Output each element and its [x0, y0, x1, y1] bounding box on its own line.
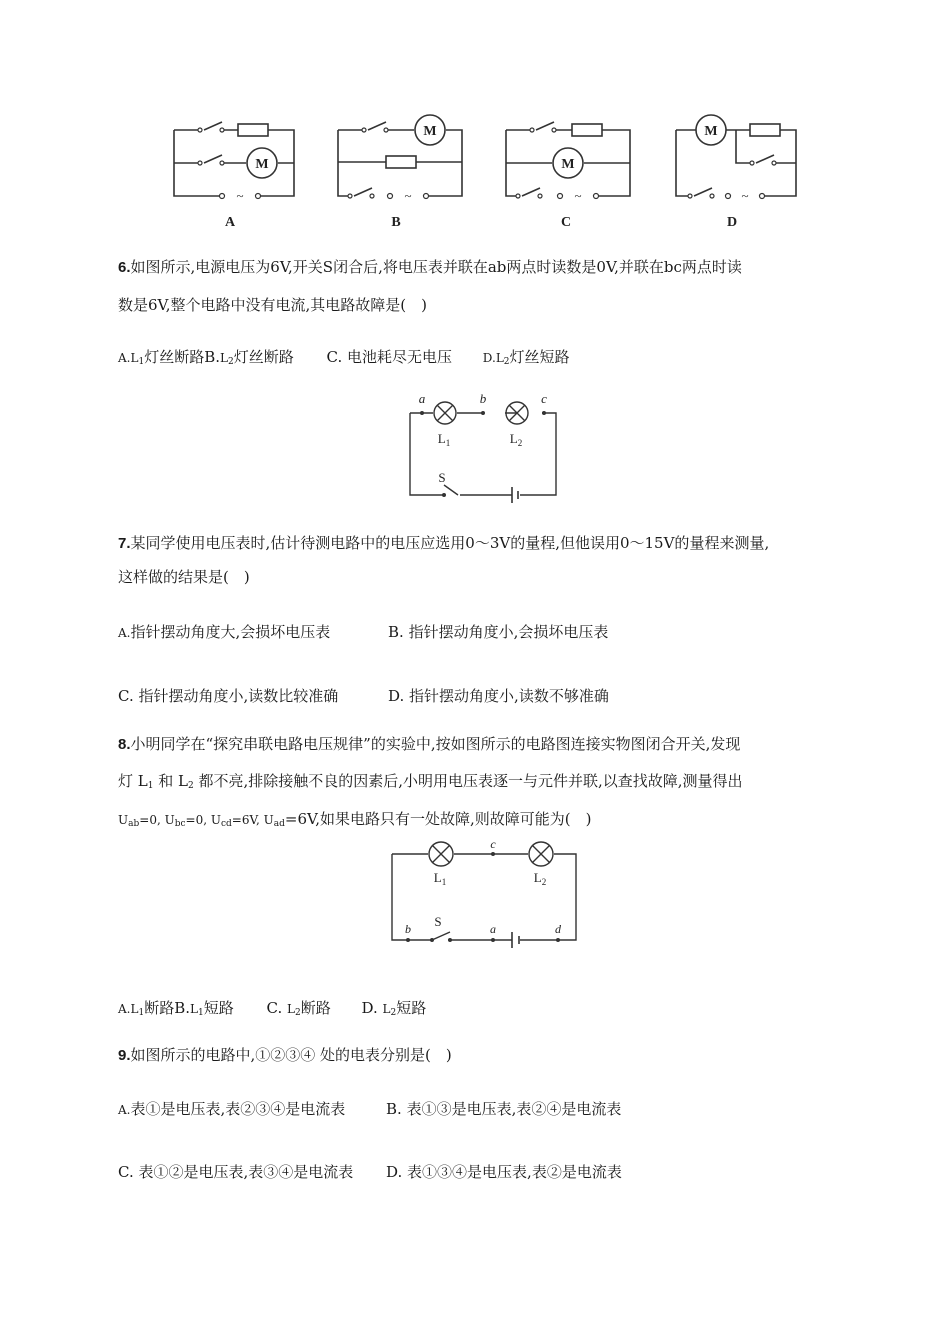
q8-option-b[interactable]: $B.L_1$短路 [174, 999, 234, 1018]
q9-line1 [118, 1046, 452, 1065]
q6-point-b: b [479, 391, 487, 406]
circuit-b [338, 115, 462, 196]
q7-text-line2: 这样做的结果是( ) [118, 568, 250, 586]
ac-symbol-d: ~ [741, 188, 749, 203]
q9-option-c[interactable]: C. 表①②是电压表,表③④是电流表 [118, 1163, 354, 1181]
q6-point-a: a [418, 391, 426, 406]
q8-text-line3: $U_{ab}=0$, $U_{bc}=0$, $U_{cd}=6V$, $U_{ad}=6V$,如果电路只有一处故障,则故障可能为( ) [118, 810, 592, 829]
q6-options [118, 346, 570, 367]
q8-switch-label: S [434, 914, 442, 929]
q9-text-line1: 如图所示的电路中,①②③④ 处的电表分别是( ) [130, 1046, 452, 1064]
q8-line1 [118, 735, 740, 754]
q9-number: 9. [118, 1047, 131, 1064]
motor-label-d: M [704, 124, 718, 139]
motor-circuits-figure [160, 108, 820, 233]
q7-text-line1: 某同学使用电压表时,估计待测电路中的电压应选用0～3V的量程,但他误用0～15V的量程来测量, [130, 534, 770, 552]
q7-option-b[interactable]: B. 指针摆动角度小,会损坏电压表 [388, 623, 609, 641]
q6-option-d[interactable]: $D.L_2$灯丝短路 [482, 348, 570, 367]
circuit-label-c: C [560, 215, 572, 230]
q6-point-c: c [541, 391, 547, 406]
q6-option-c[interactable]: C. 电池耗尽无电压 [326, 348, 453, 366]
circuit-a [174, 122, 294, 196]
q6-text-line1: 如图所示,电源电压为6V,开关S闭合后,将电压表并联在ab两点时读数是0V,并联在bc两点时读 [130, 258, 742, 276]
q6-line1 [118, 258, 742, 277]
q9-option-a[interactable]: A.表①是电压表,表②③④是电流表 [118, 1100, 346, 1118]
q8-text-line1: 小明同学在“探究串联电路电压规律”的实验中,按如图所示的电路图连接实物图闭合开关,发现 [130, 735, 741, 753]
q8-options [118, 997, 426, 1018]
ac-symbol-a: ~ [236, 188, 244, 203]
q8-lamp-l2-label: $L_2$ [533, 870, 547, 887]
q8-option-a[interactable]: $A.L_1$断路 [118, 999, 175, 1018]
q6-text-line2: 数是6V,整个电路中没有电流,其电路故障是( ) [118, 296, 427, 314]
q6-option-a[interactable]: $A.L_1$灯丝断路 [118, 348, 205, 367]
q8-number: 8. [118, 736, 131, 753]
q8-option-c[interactable]: C. $L_2$断路 [266, 999, 331, 1018]
circuit-label-a: A [224, 215, 236, 230]
q8-point-a: a [490, 922, 496, 936]
circuit-d [676, 115, 796, 196]
q9-option-b[interactable]: B. 表①③是电压表,表②④是电流表 [386, 1100, 622, 1118]
motor-label-c: M [561, 157, 575, 172]
ac-symbol-c: ~ [574, 188, 582, 203]
ac-symbol-b: ~ [404, 188, 412, 203]
q6-circuit-figure [398, 385, 568, 507]
q6-lamp-l1-label: $L_1$ [437, 431, 451, 448]
q8-text-line2: 灯 $L_1$ 和 $L_2$ 都不亮,排除接触不良的因素后,小明用电压表逐一与元件并联,以查找故障,测量得出 [118, 772, 743, 791]
q6-number: 6. [118, 259, 131, 276]
q8-point-c: c [490, 838, 496, 851]
q8-lamp-l1-label: $L_1$ [433, 870, 447, 887]
q7-number: 7. [118, 535, 131, 552]
circuit-label-b: B [391, 215, 401, 230]
q6-option-b[interactable]: $B.L_2$灯丝断路 [204, 348, 294, 367]
q8-point-b: b [405, 922, 411, 936]
q7-option-a[interactable]: A.指针摆动角度大,会损坏电压表 [118, 623, 331, 641]
q7-option-c[interactable]: C. 指针摆动角度小,读数比较准确 [118, 687, 339, 705]
q6-lamp-l2-label: $L_2$ [509, 431, 523, 448]
q7-line1 [118, 534, 769, 553]
q8-circuit-figure [388, 838, 588, 950]
motor-label-b: M [423, 124, 437, 139]
q7-option-d[interactable]: D. 指针摆动角度小,读数不够准确 [388, 687, 609, 705]
q8-point-d: d [555, 922, 561, 936]
q9-option-d[interactable]: D. 表①③④是电压表,表②是电流表 [386, 1163, 622, 1181]
q8-option-d[interactable]: D. $L_2$短路 [361, 999, 427, 1018]
circuit-label-d: D [726, 215, 738, 230]
motor-label-a: M [255, 157, 269, 172]
q6-switch-label: S [438, 470, 446, 485]
